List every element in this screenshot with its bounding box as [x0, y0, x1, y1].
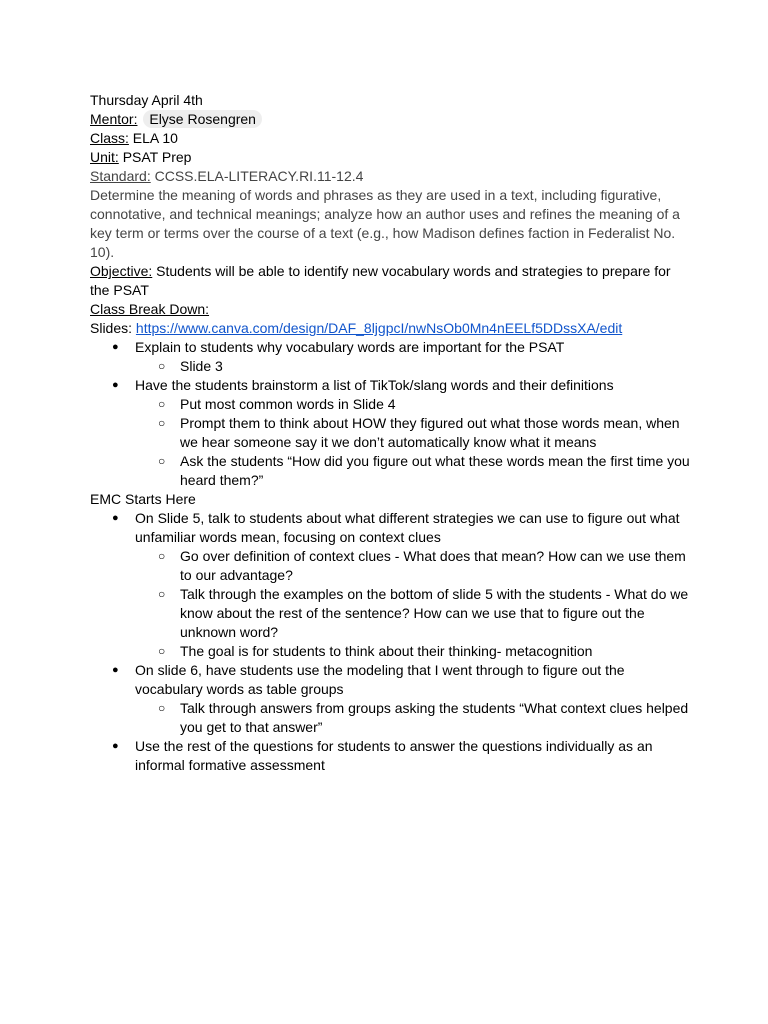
unit-label: Unit: — [90, 149, 119, 165]
sub-list-item — [135, 585, 690, 642]
unit-line — [90, 148, 690, 167]
list-item — [90, 661, 690, 737]
hollow-bullet-icon: ○ — [158, 587, 166, 601]
sub-list-item — [135, 414, 690, 452]
list-item — [90, 509, 690, 661]
class-label: Class: — [90, 130, 129, 146]
sub-list-item-text: Slide 3 — [180, 358, 223, 374]
list-item-text: Use the rest of the questions for students to answer the questions individually as an informal formative assessment — [135, 738, 653, 773]
lesson-plan-document — [90, 91, 690, 775]
objective-label: Objective: — [90, 263, 153, 279]
hollow-bullet-icon: ○ — [158, 416, 166, 430]
bullet-icon: ● — [112, 379, 119, 391]
sub-list — [135, 699, 690, 737]
bullet-icon: ● — [112, 740, 119, 752]
lesson-date: Thursday April 4th — [90, 92, 203, 108]
list-item — [90, 376, 690, 490]
slides-link[interactable]: https://www.canva.com/design/DAF_8ljgpcI/nwNsOb0Mn4nEELf5DDssXA/edit — [135, 320, 623, 336]
list-item-text: Have the students brainstorm a list of TikTok/slang words and their definitions — [135, 377, 614, 393]
emc-heading: EMC Starts Here — [90, 491, 196, 507]
bullet-icon: ● — [112, 664, 119, 676]
breakdown-list — [90, 338, 690, 490]
sub-list-item — [135, 357, 690, 376]
standard-label: Standard: — [90, 168, 151, 184]
hollow-bullet-icon: ○ — [158, 644, 166, 658]
hollow-bullet-icon: ○ — [158, 454, 166, 468]
mentor-line — [90, 110, 690, 129]
bullet-icon: ● — [112, 341, 119, 353]
sub-list — [135, 395, 690, 490]
standard-code: CCSS.ELA-LITERACY.RI.11-12.4 — [154, 168, 364, 184]
list-item — [90, 338, 690, 376]
sub-list-item-text: The goal is for students to think about their thinking- metacognition — [180, 643, 593, 659]
sub-list-item — [135, 547, 690, 585]
sub-list-item-text: Talk through answers from groups asking the students “What context clues helped you get to that answer” — [180, 700, 689, 735]
unit-value: PSAT Prep — [122, 149, 192, 165]
slides-line — [90, 319, 690, 338]
sub-list-item — [135, 642, 690, 661]
hollow-bullet-icon: ○ — [158, 701, 166, 715]
sub-list-item — [135, 395, 690, 414]
list-item-text: On Slide 5, talk to students about what different strategies we can use to figure out what unfamiliar words mean, focusing on context clues — [135, 510, 680, 545]
emc-list — [90, 509, 690, 775]
hollow-bullet-icon: ○ — [158, 359, 166, 373]
objective-line — [90, 262, 690, 300]
sub-list-item-text: Talk through the examples on the bottom of slide 5 with the students - What do we know about the rest of the sentence? How can we use that to figure out the unknown word? — [180, 586, 689, 640]
slides-label: Slides: — [90, 320, 133, 336]
mentor-label: Mentor: — [90, 111, 138, 127]
sub-list-item — [135, 699, 690, 737]
class-breakdown-heading — [90, 300, 690, 319]
mentor-person-chip[interactable]: Elyse Rosengren — [143, 110, 262, 128]
sub-list-item-text: Ask the students “How did you figure out what these words mean the first time you heard them?” — [180, 453, 690, 488]
sub-list-item — [135, 452, 690, 490]
sub-list — [135, 357, 690, 376]
sub-list-item-text: Prompt them to think about HOW they figured out what those words mean, when we hear someone say it we don’t automatically know what it means — [180, 415, 680, 450]
bullet-icon: ● — [112, 512, 119, 524]
sub-list — [135, 547, 690, 661]
hollow-bullet-icon: ○ — [158, 397, 166, 411]
standard-line — [90, 167, 690, 186]
sub-list-item-text: Put most common words in Slide 4 — [180, 396, 396, 412]
objective-text: Students will be able to identify new vocabulary words and strategies to prepare for the PSAT — [90, 263, 671, 298]
class-breakdown-label: Class Break Down: — [90, 301, 210, 317]
class-value: ELA 10 — [132, 130, 178, 146]
list-item-text: On slide 6, have students use the modeling that I went through to figure out the vocabulary words as table groups — [135, 662, 625, 697]
sub-list-item-text: Go over definition of context clues - What does that mean? How can we use them to our advantage? — [180, 548, 686, 583]
hollow-bullet-icon: ○ — [158, 549, 166, 563]
class-line — [90, 129, 690, 148]
list-item — [90, 737, 690, 775]
list-item-text: Explain to students why vocabulary words are important for the PSAT — [135, 339, 565, 355]
standard-description: Determine the meaning of words and phrases as they are used in a text, including figurative, connotative, and technical meanings; analyze how an author uses and refines the meaning of a key term or terms over the course of a text (e.g., how Madison defines faction in Federalist No. 10). — [90, 187, 680, 260]
